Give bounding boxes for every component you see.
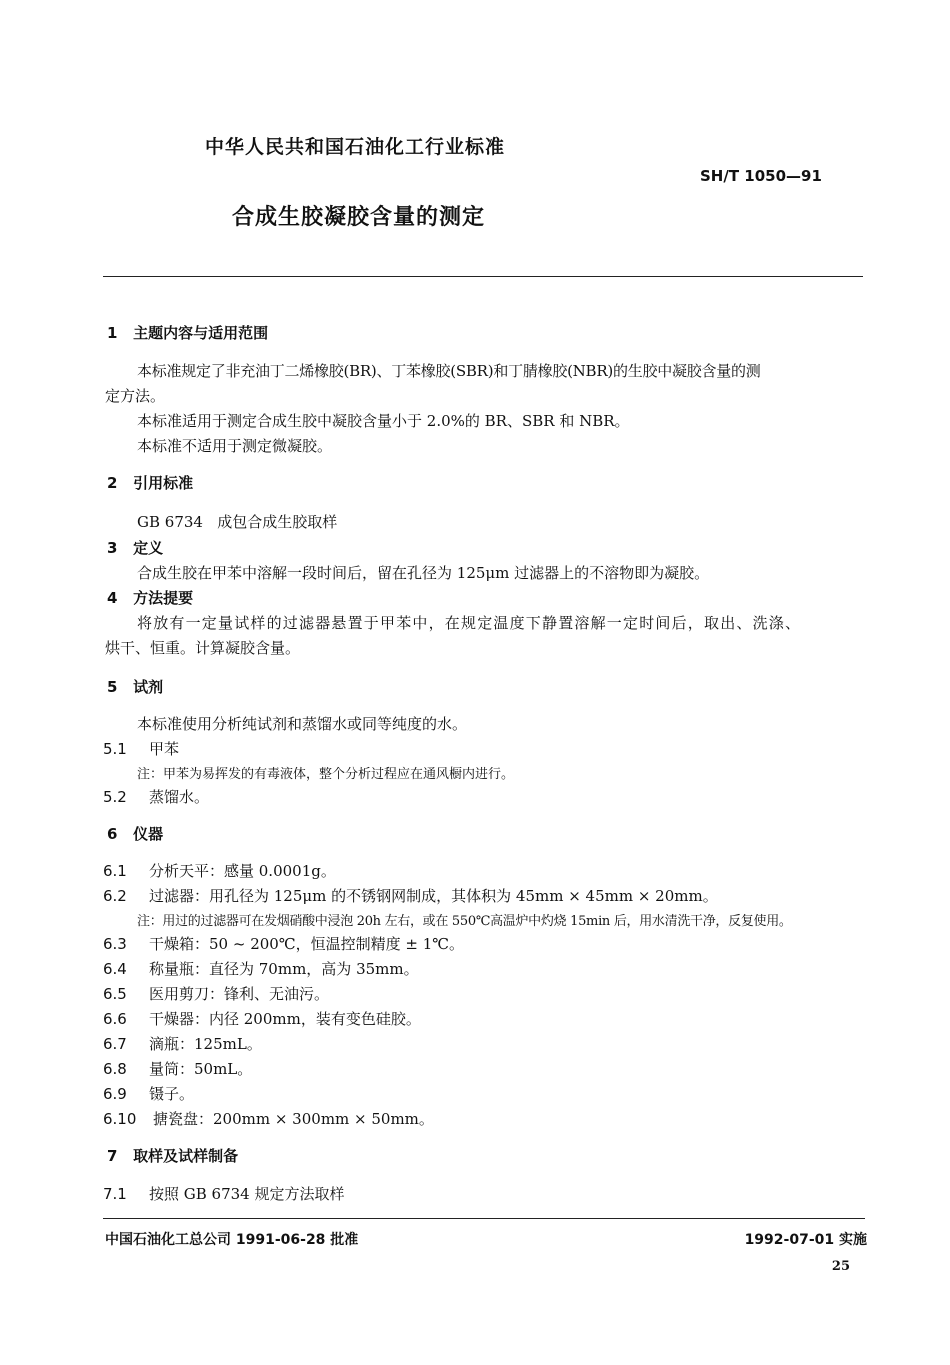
paragraph: 合成生胶在甲苯中溶解一段时间后，留在孔径为 125μm 过滤器上的不溶物即为凝胶。	[137, 564, 710, 582]
item-6-5	[103, 983, 329, 1004]
item-6-10	[103, 1108, 434, 1129]
note: 注：甲苯为易挥发的有毒液体，整个分析过程应在通风橱内进行。	[137, 767, 515, 782]
section-number: 3	[107, 539, 118, 557]
section-number: 4	[107, 589, 118, 607]
reference-code: GB 6734	[137, 513, 203, 531]
item-number: 7.1	[103, 1185, 127, 1203]
item-number: 6.9	[103, 1085, 127, 1103]
section-1-heading	[107, 322, 268, 343]
item-6-1	[103, 860, 336, 881]
paragraph-line: 将放有一定量试样的过滤器悬置于甲苯中，在规定温度下静置溶解一定时间后，取出、洗涤、	[137, 614, 802, 632]
standard-code: SH/T 1050—91	[700, 167, 822, 185]
section-2-heading	[107, 472, 193, 493]
item-text: 过滤器：用孔径为 125μm 的不锈钢网制成，其体积为 45mm × 45mm × 20mm。	[149, 887, 718, 905]
item-number: 6.5	[103, 985, 127, 1003]
footer-rule	[103, 1218, 865, 1219]
item-text: 干燥器：内径 200mm，装有变色硅胶。	[149, 1010, 421, 1028]
item-6-3	[103, 933, 464, 954]
item-6-8	[103, 1058, 252, 1079]
section-4-heading	[107, 587, 193, 608]
item-text: 干燥箱：50 ~ 200℃，恒温控制精度 ± 1℃。	[149, 935, 465, 953]
item-number: 6.2	[103, 887, 127, 905]
section-title: 取样及试样制备	[133, 1147, 239, 1165]
page-number: 25	[831, 1259, 850, 1274]
item-number: 6.3	[103, 935, 127, 953]
section-title: 仪器	[133, 825, 164, 843]
item-6-7	[103, 1033, 262, 1054]
item-text: 按照 GB 6734 规定方法取样	[149, 1185, 345, 1203]
item-5-1	[103, 738, 179, 759]
header-rule	[103, 276, 863, 277]
item-6-4	[103, 958, 419, 979]
section-5-heading	[107, 676, 163, 697]
section-number: 1	[107, 324, 118, 342]
reference-entry	[137, 511, 337, 532]
section-number: 2	[107, 474, 118, 492]
section-title: 引用标准	[133, 474, 194, 492]
reference-title: 成包合成生胶取样	[217, 513, 338, 531]
section-number: 7	[107, 1147, 118, 1165]
section-number: 6	[107, 825, 118, 843]
paragraph: 本标准不适用于测定微凝胶。	[137, 437, 333, 455]
item-6-9	[103, 1083, 194, 1104]
paragraph: 本标准使用分析纯试剂和蒸馏水或同等纯度的水。	[137, 715, 468, 733]
item-number: 6.10	[103, 1110, 137, 1128]
item-number: 6.7	[103, 1035, 127, 1053]
section-title: 主题内容与适用范围	[133, 324, 269, 342]
item-7-1	[103, 1183, 344, 1204]
section-6-heading	[107, 823, 163, 844]
section-number: 5	[107, 678, 118, 696]
note: 注：用过的过滤器可在发烟硝酸中浸泡 20h 左右，或在 550℃高温炉中灼烧 15min 后，用水清洗干净，反复使用。	[137, 914, 792, 929]
item-number: 6.1	[103, 862, 127, 880]
effective-line: 1992-07-01 实施	[744, 1232, 867, 1248]
item-number: 5.1	[103, 740, 127, 758]
paragraph-line: 定方法。	[105, 387, 166, 405]
item-number: 5.2	[103, 788, 127, 806]
item-6-6	[103, 1008, 421, 1029]
paragraph: 本标准适用于测定合成生胶中凝胶含量小于 2.0%的 BR、SBR 和 NBR。	[137, 412, 630, 430]
document-title: 合成生胶凝胶含量的测定	[232, 205, 486, 230]
item-text: 蒸馏水。	[149, 788, 210, 806]
approval-line: 中国石油化工总公司 1991-06-28 批准	[105, 1232, 359, 1248]
industry-standard-title: 中华人民共和国石油化工行业标准	[205, 136, 506, 158]
item-number: 6.4	[103, 960, 127, 978]
item-text: 甲苯	[149, 740, 180, 758]
item-5-2	[103, 786, 209, 807]
item-text: 称量瓶：直径为 70mm，高为 35mm。	[149, 960, 419, 978]
item-text: 分析天平：感量 0.0001g。	[149, 862, 336, 880]
item-text: 量筒：50mL。	[149, 1060, 253, 1078]
item-text: 搪瓷盘：200mm × 300mm × 50mm。	[153, 1110, 434, 1128]
item-text: 医用剪刀：锋利、无油污。	[149, 985, 330, 1003]
item-6-2	[103, 885, 718, 906]
item-text: 镊子。	[149, 1085, 195, 1103]
item-text: 滴瓶：125mL。	[149, 1035, 262, 1053]
paragraph-line: 烘干、恒重。计算凝胶含量。	[105, 639, 301, 657]
item-number: 6.6	[103, 1010, 127, 1028]
section-title: 方法提要	[133, 589, 194, 607]
section-title: 试剂	[133, 678, 164, 696]
paragraph-line: 本标准规定了非充油丁二烯橡胶(BR)、丁苯橡胶(SBR)和丁腈橡胶(NBR)的生胶中凝胶含量的测	[137, 362, 761, 380]
section-title: 定义	[133, 539, 164, 557]
section-3-heading	[107, 537, 163, 558]
item-number: 6.8	[103, 1060, 127, 1078]
section-7-heading	[107, 1145, 238, 1166]
